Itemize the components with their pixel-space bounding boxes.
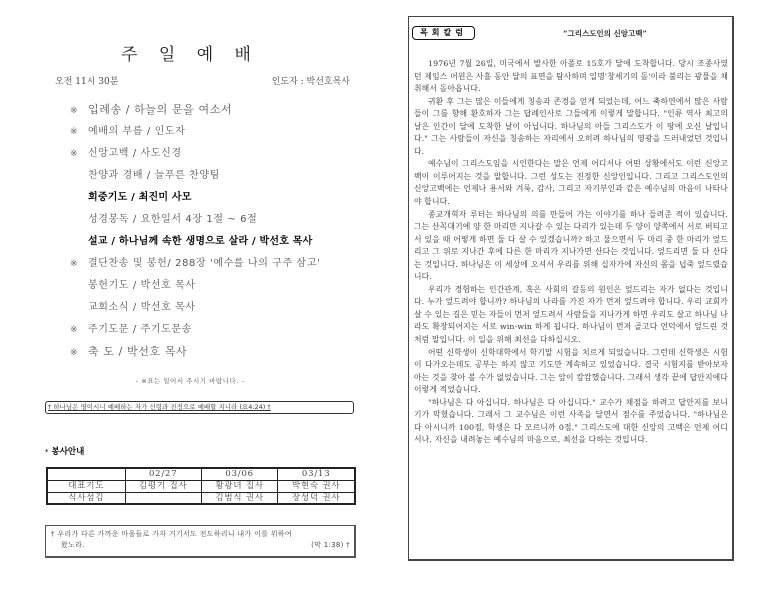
column-paragraph: 귀환 후 그는 많은 이들에게 칭송과 존경을 얻게 되었는데, 어느 축하연에서 많은 사람들이 그를 향해 환호하자 그는 답례인사로 그들에게 이렇게 말합니다. "인류 역사 최고의 날은 인간이 달에 도착한 날이 아닙니다. 하나님의 아들 그리스도가 이 땅에 오신 날입니다." 그는 사람들이 자신을 칭송하는 자리에서 오히려 하나님의 영광을 드러내었던 것입니다. — [414, 96, 728, 156]
stand-mark-icon: ※ — [70, 259, 79, 269]
page-title: 주 일 예 배 — [121, 45, 259, 65]
order-item: ※ 신앙고백 / 사도신경 — [70, 143, 380, 165]
mission-verse-box — [45, 525, 356, 558]
stand-note: - ※표는 일어서 주시기 바랍니다. - — [135, 377, 245, 385]
stand-mark-icon: ※ — [70, 149, 79, 159]
order-item: ※ 결단찬송 및 봉헌/ 288장 '예수를 나의 구주 삼고' — [70, 253, 380, 275]
service-duty-table — [46, 467, 356, 505]
order-item: 봉헌기도 / 박선호 목사 — [88, 280, 196, 291]
stand-mark-icon: ※ — [70, 106, 79, 116]
order-item: ※ 예배의 부름 / 인도자 — [70, 121, 380, 143]
service-info — [55, 74, 350, 87]
table-header-row: 02/27 03/06 03/13 — [47, 468, 355, 480]
order-item: 찬양과 경배 / 늘푸른 찬양팀 — [88, 170, 220, 181]
stand-mark-icon: ※ — [70, 127, 79, 137]
column-paragraph: 1976년 7월 26일, 미국에서 발사한 아폴로 15호가 달에 도착합니다. 당시 조종사였던 제임스 어윈은 사흘 동안 달의 표면을 탐사하며 일명'창세기의 돌'이라 불리는 광물을 채취해서 돌아옵니다. — [414, 59, 728, 94]
worship-order-list — [70, 99, 380, 363]
column-badge: 목회칼럼 — [412, 26, 475, 40]
service-time: 오전 11시 30분 — [55, 77, 119, 87]
order-item: 성경봉독 / 요한일서 4장 1절 ~ 6절 — [88, 214, 258, 225]
order-item: ※ 주기도문 / 주기도문송 — [70, 319, 380, 341]
bullet-icon: * — [45, 448, 49, 456]
table-row: 식사섬김 김범식 권사 장성덕 권사 — [47, 492, 355, 504]
order-item: ※ 입례송 / 하늘의 문을 여소서 — [70, 99, 380, 121]
order-item: ※ 축 도 / 박선호 목사 — [70, 341, 380, 363]
column-paragraph: 종교개혁자 루터는 하나님의 의를 만들어 가는 이야기를 하나 들려준 적이 있습니다. 그는 산꼭대기에 양 한 마리만 지나갈 수 있는 다리가 있는데 두 양이 양쪽에서 서로 버티고 서 있을 때 어떻게 하면 둘 다 살 수 있겠습니까? 하고 물으면서 두 마리 중 한 마리가 엎드리고 그 위로 지나간 후에 다른 한 마리가 지나가면 산다는 것입니다. 엎드리면 둘 다 산다는 것입니다. 하나님은 이 세상에 오셔서 우리를 위해 십자가에 자신의 몸을 넙죽 엎드렸습니다. — [414, 209, 728, 282]
mission-verse-line1: † 우리가 다른 가까운 마을들로 가자 거기서도 전도하리니 내가 이를 위하여 — [51, 530, 292, 538]
column-title: “그리스도인의 신앙고백” — [563, 29, 647, 38]
column-body — [414, 58, 728, 447]
column-paragraph: 우리가 경험하는 인간관계, 혹은 사회의 갈등의 원인은 엎드리는 자가 없다는 것입니다. 누가 엎드려야 합니까? 하나님의 나라를 가진 자가 먼저 엎드려야 합니다. 우리 교회가 살 수 있는 길은 믿는 자들이 먼저 엎드려서 사람들을 지나가게 하면 우리도 살고 하나님 나라도 확장되어지는 서로 win-win 하게 됩니다. 하나님이 먼저 골고다 언덕에서 엎드린 것처럼 말입니다. 이 일을 위해 최선을 다하십시오. — [414, 284, 728, 345]
column-paragraph: 예수님이 그리스도임을 시인한다는 말은 언제 어디서나 어떤 상황에서도 이런 신앙고백이 이루어지는 것을 말합니다. 그런 성도는 진정한 신앙인입니다. 그리고 그리스도인의 신앙고백에는 언제나 용서와 겨룩, 감사, 그리고 자기부인과 같은 예수님의 마음이 나타나야 합니다. — [414, 159, 728, 207]
service-leader: 인도자 : 박선호목사 — [271, 77, 350, 87]
column-paragraph: "하나님은 다 아십니다. 하나님은 다 아십니다." 교수가 채점을 하려고 답안지를 보니 기가 막혔습니다. 그래서 그 교수님은 이런 사족을 달면서 점수를 주었습니다. "하나님은 다 아시니까 100점, 학생은 다 모르니까 0점." 그리스도에 대한 신앙의 고백은 언제 어디서나, 자신을 내려놓는 예수님의 마음으로, 최선을 다하는 것입니다. — [414, 397, 728, 445]
order-item-sermon: 설교 / 하나님께 속한 생명으로 살라 / 박선호 목사 — [88, 236, 313, 247]
column-paragraph: 어떤 신학생이 신학대학에서 학기말 시험을 치르게 되었습니다. 그런데 신학생은 시험이 다가오는데도 공부는 하지 않고 기도만 계속하고 있었습니다. 결국 시험지를 받아보자 아는 것을 찾아 볼 수가 없었습니다. 그는 앞이 캄캄했습니다. 그래서 생각 끝에 답안지에다 이렇게 적었습니다. — [414, 347, 728, 395]
scripture-verse-box: † 하나님은 영이시니 예배하는 자가 신령과 진정으로 예배할 지니라 (요4:24) † — [45, 401, 354, 414]
mission-verse-line2: 왔노라. — [61, 541, 85, 549]
service-section-title: * 봉사안내 — [45, 447, 85, 457]
mission-verse-reference: (막 1:38) † — [311, 541, 350, 549]
table-row: 대표기도 김평기 집사 황광녀 집사 박현숙 권사 — [47, 480, 355, 492]
stand-mark-icon: ※ — [70, 348, 79, 358]
order-item: 회중기도 / 최진미 사모 — [88, 192, 192, 203]
order-item: 교회소식 / 박선호 목사 — [88, 302, 196, 313]
stand-mark-icon: ※ — [70, 325, 79, 335]
